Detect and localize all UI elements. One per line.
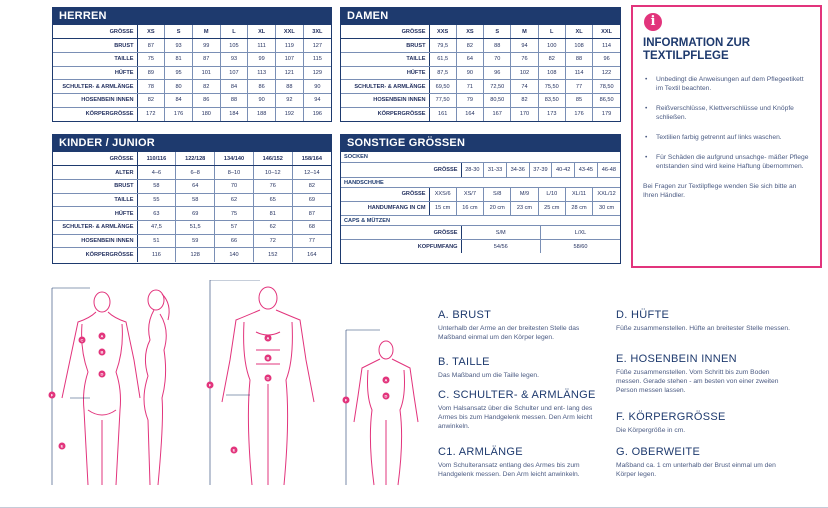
table-cell: 86 <box>248 80 276 94</box>
table-cell: XXS <box>429 25 456 39</box>
table-cell: 6–8 <box>176 166 215 180</box>
measure-D <box>616 309 791 333</box>
table-cell: 96 <box>593 52 620 66</box>
table-cell: 51 <box>137 234 176 248</box>
info-bullet: • Unbedingt die Anweisungen auf dem Pflegeetikett im Textil beachten. <box>645 75 812 93</box>
table-cell: 23 cm <box>511 201 538 215</box>
table-cell: 140 <box>215 248 254 262</box>
row-label: HÜFTE <box>341 66 429 80</box>
row-label: HOSENBEIN INNEN <box>53 93 137 107</box>
table-cell: 63 <box>137 207 176 221</box>
table-cell: XL/11 <box>565 188 592 202</box>
body-figures <box>30 280 430 505</box>
table-cell: 108 <box>538 66 565 80</box>
table-cell: 34-36 <box>506 163 529 177</box>
table-cell: 86 <box>192 93 220 107</box>
table-cell: 88 <box>565 52 592 66</box>
svg-text:A: A <box>266 335 270 341</box>
table-cell: 75 <box>137 52 165 66</box>
table-cell: 164 <box>307 251 317 258</box>
table-cell: 76 <box>511 52 538 66</box>
table-row <box>53 166 331 180</box>
table-cell: 102 <box>511 66 538 80</box>
table-row <box>53 39 331 53</box>
table-cell: XXL <box>593 25 620 39</box>
row-label: KÖRPERGRÖSSE <box>53 107 137 121</box>
table-row <box>53 220 331 234</box>
table-cell: 77 <box>292 234 331 248</box>
measure-F <box>616 411 791 435</box>
row-label: GRÖSSE <box>341 25 429 39</box>
table-cell: L <box>220 25 248 39</box>
table-cell: 10–12 <box>253 166 292 180</box>
damen-title: DAMEN <box>341 8 620 25</box>
table-cell: 80,50 <box>484 93 511 107</box>
row-label: BRUST <box>341 39 429 53</box>
caps-section: CAPS & MÜTZEN <box>341 215 620 226</box>
table-row <box>53 25 331 39</box>
table-row <box>53 80 331 94</box>
svg-text:F: F <box>50 392 54 398</box>
measure-title: C1. ARMLÄNGE <box>438 446 523 458</box>
kinder-grid <box>53 152 331 262</box>
measure-desc: Maßband ca. 1 cm unterhalb der Brust einmal um den Körper legen. <box>616 462 776 478</box>
svg-text:C: C <box>80 337 84 343</box>
table-cell: XS <box>456 25 483 39</box>
table-cell: 83,50 <box>538 93 565 107</box>
measure-title: C. SCHULTER- & ARMLÄNGE <box>438 389 596 401</box>
table-cell: S <box>165 25 193 39</box>
table-cell: 90 <box>303 80 331 94</box>
row-label: SCHULTER- & ARMLÄNGE <box>341 80 429 94</box>
svg-text:B: B <box>266 355 270 361</box>
table-cell: 12–14 <box>292 166 331 180</box>
table-row <box>53 193 331 207</box>
table-cell: 86,50 <box>593 93 620 107</box>
row-label: BRUST <box>53 39 137 53</box>
table-cell: 70 <box>484 52 511 66</box>
info-bullet: • Reißverschlüsse, Klettverschlüsse und Knöpfe schließen. <box>645 104 812 122</box>
table-cell: 58 <box>176 193 215 207</box>
herren-title: HERREN <box>53 8 331 25</box>
table-cell: 54/56 <box>461 240 541 254</box>
measure-desc: Die Körpergröße in cm. <box>616 427 686 434</box>
table-cell: 176 <box>165 107 193 121</box>
table-cell: 30 cm <box>598 205 615 212</box>
handschuhe-hand-label: HANDUMFANG IN CM <box>341 201 429 215</box>
table-cell: 128 <box>176 248 215 262</box>
row-label: KÖRPERGRÖSSE <box>53 248 137 262</box>
table-cell: 107 <box>276 52 304 66</box>
table-cell: 84 <box>165 93 193 107</box>
table-cell: 58 <box>137 179 176 193</box>
table-cell: 47,5 <box>137 220 176 234</box>
row-label: KÖRPERGRÖSSE <box>341 107 429 121</box>
svg-text:B: B <box>100 349 104 355</box>
row-label: SCHULTER- & ARMLÄNGE <box>53 80 137 94</box>
table-cell: 8–10 <box>215 166 254 180</box>
table-cell: 79,5 <box>429 39 456 53</box>
table-cell: 43-45 <box>575 163 598 177</box>
damen-table <box>340 7 621 122</box>
measure-G <box>616 446 791 479</box>
table-cell: 62 <box>253 220 292 234</box>
row-label: GRÖSSE <box>53 152 137 166</box>
table-cell: 62 <box>215 193 254 207</box>
table-cell: 77 <box>565 80 592 94</box>
table-cell: 57 <box>215 220 254 234</box>
svg-text:A: A <box>384 377 388 383</box>
row-label: GRÖSSE <box>53 25 137 39</box>
table-cell: 172 <box>137 107 165 121</box>
table-cell: 107 <box>220 66 248 80</box>
table-cell: 85 <box>565 93 592 107</box>
table-row <box>53 179 331 193</box>
table-cell: 129 <box>303 66 331 80</box>
table-cell: 192 <box>276 107 304 121</box>
table-row <box>341 93 620 107</box>
table-cell: 105 <box>220 39 248 53</box>
table-cell: 40-42 <box>552 163 575 177</box>
row-label: TAILLE <box>341 52 429 66</box>
table-cell: 69 <box>176 207 215 221</box>
info-icon: i <box>644 13 662 31</box>
svg-text:E: E <box>60 443 64 449</box>
measure-desc: Füße zusammenstellen. Vom Schritt bis zum Boden messen. Gerade stehen - am besten von einer zweiten Person messen lassen. <box>616 369 779 394</box>
measure-title: F. KÖRPERGRÖSSE <box>616 411 726 423</box>
table-cell: XXL <box>276 25 304 39</box>
table-cell: 152 <box>253 248 292 262</box>
table-cell: XXS/6 <box>429 188 456 202</box>
table-cell: 68 <box>292 220 331 234</box>
handschuhe-grid <box>341 188 620 215</box>
table-cell: 81 <box>165 52 193 66</box>
kinder-title: KINDER / JUNIOR <box>53 135 331 152</box>
table-cell: 55 <box>137 193 176 207</box>
svg-text:F: F <box>208 382 212 388</box>
table-cell: 15 cm <box>429 201 456 215</box>
table-cell: 16 cm <box>456 201 483 215</box>
row-label: HÜFTE <box>53 207 137 221</box>
table-cell: L/XL <box>541 226 621 240</box>
table-cell: XS/7 <box>456 188 483 202</box>
row-label: TAILLE <box>53 52 137 66</box>
svg-text:D: D <box>100 371 104 377</box>
table-cell: 87 <box>292 207 331 221</box>
table-cell: 72 <box>253 234 292 248</box>
row-label: ALTER <box>53 166 137 180</box>
info-bullet: • Für Schäden die aufgrund unsachge- mäßer Pflege entstanden sind wird keine Haftung übernommen. <box>645 153 812 171</box>
table-cell: 82 <box>456 39 483 53</box>
info-footer: Bei Fragen zur Textilpflege wenden Sie sich bitte an Ihren Händler. <box>643 183 797 199</box>
measure-B <box>438 356 608 380</box>
table-cell: 100 <box>538 39 565 53</box>
table-cell: 111 <box>248 39 276 53</box>
table-cell: 95 <box>165 66 193 80</box>
table-cell: 37-39 <box>529 163 552 177</box>
table-cell: 28-30 <box>461 163 484 177</box>
info-list <box>645 75 812 171</box>
socken-grid <box>341 163 620 177</box>
table-cell: 89 <box>137 66 165 80</box>
measure-title: A. BRUST <box>438 309 492 321</box>
table-cell: 75,50 <box>538 80 565 94</box>
table-cell: 58/60 <box>573 243 588 250</box>
measure-desc: Vom Schulteransatz entlang des Armes bis zum Handgelenk messen. Den Arm leicht anwinkeln. <box>438 462 580 478</box>
herren-table <box>52 7 332 122</box>
body-figures-illustration <box>30 280 430 505</box>
table-cell: 61,5 <box>429 52 456 66</box>
table-cell: 167 <box>484 107 511 121</box>
table-row <box>53 234 331 248</box>
table-cell: 113 <box>248 66 276 80</box>
table-cell: 88 <box>484 39 511 53</box>
table-cell: 114 <box>593 39 620 53</box>
table-cell: 184 <box>220 107 248 121</box>
table-cell: 101 <box>192 66 220 80</box>
damen-grid <box>341 25 620 121</box>
table-cell: 82 <box>538 52 565 66</box>
table-cell: 51,5 <box>176 220 215 234</box>
table-cell: 81 <box>253 207 292 221</box>
table-cell: 158/164 <box>292 152 331 166</box>
table-cell: 25 cm <box>538 201 565 215</box>
table-cell: 119 <box>276 39 304 53</box>
row-label: HOSENBEIN INNEN <box>341 93 429 107</box>
table-row <box>53 207 331 221</box>
table-row <box>53 107 331 121</box>
row-label: HÜFTE <box>53 66 137 80</box>
table-cell: 176 <box>565 107 592 121</box>
table-cell: 20 cm <box>484 201 511 215</box>
table-cell: 99 <box>248 52 276 66</box>
table-cell: 82 <box>192 80 220 94</box>
table-cell: 78 <box>137 80 165 94</box>
table-row <box>53 52 331 66</box>
measure-desc: Füße zusammenstellen. Hüfte an breitester Stelle messen. <box>616 325 790 332</box>
table-cell: 134/140 <box>215 152 254 166</box>
table-cell: 87 <box>192 52 220 66</box>
svg-text:A: A <box>100 333 104 339</box>
table-cell: 78,50 <box>593 80 620 94</box>
table-row <box>53 152 331 166</box>
svg-text:F: F <box>344 397 348 403</box>
sonstige-table <box>340 134 621 264</box>
table-cell: S/M <box>461 226 541 240</box>
table-cell: 93 <box>220 52 248 66</box>
kinder-table <box>52 134 332 264</box>
table-cell: 90 <box>456 66 483 80</box>
table-row <box>341 52 620 66</box>
table-cell: 74 <box>511 80 538 94</box>
caps-grid <box>341 226 620 253</box>
table-cell: 146/152 <box>253 152 292 166</box>
table-cell: 121 <box>276 66 304 80</box>
table-cell: 88 <box>276 80 304 94</box>
table-cell: 94 <box>303 93 331 107</box>
table-cell: 115 <box>303 52 331 66</box>
table-row <box>341 25 620 39</box>
row-label: TAILLE <box>53 193 137 207</box>
table-cell: 196 <box>312 111 323 118</box>
table-cell: XS <box>137 25 165 39</box>
caps-head-label: KOPFUMFANG <box>341 240 461 254</box>
table-cell: 72,50 <box>484 80 511 94</box>
row-label: SCHULTER- & ARMLÄNGE <box>53 220 137 234</box>
table-cell: 164 <box>456 107 483 121</box>
info-panel <box>631 5 822 268</box>
measure-title: E. HOSENBEIN INNEN <box>616 353 737 365</box>
table-cell: 116 <box>137 248 176 262</box>
table-cell: 28 cm <box>565 201 592 215</box>
measure-C1 <box>438 446 608 479</box>
table-row <box>53 93 331 107</box>
table-cell: 127 <box>303 39 331 53</box>
table-cell: 64 <box>456 52 483 66</box>
herren-grid <box>53 25 331 121</box>
measure-desc: Unterhalb der Arme an der breitesten Stelle das Maßband einmal um den Körper legen. <box>438 325 580 341</box>
socken-section: SOCKEN <box>341 152 620 163</box>
measure-A <box>438 309 608 342</box>
table-cell: S/8 <box>484 188 511 202</box>
row-label: HOSENBEIN INNEN <box>53 234 137 248</box>
measure-title: D. HÜFTE <box>616 309 670 321</box>
table-cell: 66 <box>215 234 254 248</box>
handschuhe-size-label: GRÖSSE <box>341 188 429 202</box>
table-cell: 92 <box>276 93 304 107</box>
measure-E <box>616 353 791 395</box>
table-cell: 69,50 <box>429 80 456 94</box>
info-bullet: • Textilien farbig getrennt auf links waschen. <box>645 133 812 142</box>
measure-title: B. TAILLE <box>438 356 490 368</box>
table-cell: 79 <box>456 93 483 107</box>
table-cell: 122 <box>593 66 620 80</box>
table-cell: S <box>484 25 511 39</box>
table-cell: 64 <box>176 179 215 193</box>
table-cell: 173 <box>538 107 565 121</box>
table-cell: 87,5 <box>429 66 456 80</box>
table-row <box>341 66 620 80</box>
table-cell: 70 <box>215 179 254 193</box>
table-cell: 90 <box>248 93 276 107</box>
table-cell: 110/116 <box>137 152 176 166</box>
table-cell: 82 <box>511 93 538 107</box>
table-cell: 75 <box>215 207 254 221</box>
table-cell: 161 <box>429 107 456 121</box>
sonstige-title: SONSTIGE GRÖSSEN <box>341 135 620 152</box>
table-row <box>53 66 331 80</box>
measure-desc: Vom Halsansatz über die Schulter und ent- lang des Armes bis zum Handgelenk messen. Den Arm leicht anwinkeln. <box>438 405 593 430</box>
handschuhe-section: HANDSCHUHE <box>341 177 620 188</box>
table-cell: 77,50 <box>429 93 456 107</box>
table-cell: 180 <box>192 107 220 121</box>
table-cell: XXL/12 <box>593 188 620 202</box>
table-cell: 88 <box>220 93 248 107</box>
table-cell: 122/128 <box>176 152 215 166</box>
table-cell: 114 <box>565 66 592 80</box>
table-row <box>341 80 620 94</box>
measure-C <box>438 389 608 431</box>
table-cell: XL <box>565 25 592 39</box>
table-row <box>341 39 620 53</box>
table-cell: L/10 <box>538 188 565 202</box>
table-cell: 84 <box>220 80 248 94</box>
table-cell: 93 <box>165 39 193 53</box>
table-cell: 96 <box>484 66 511 80</box>
measure-desc: Das Maßband um die Taille legen. <box>438 372 539 379</box>
table-cell: 108 <box>565 39 592 53</box>
svg-text:E: E <box>232 447 236 453</box>
table-cell: 87 <box>137 39 165 53</box>
svg-text:D: D <box>384 393 388 399</box>
table-cell: 188 <box>248 107 276 121</box>
table-cell: 94 <box>511 39 538 53</box>
table-cell: 3XL <box>303 25 331 39</box>
info-title: INFORMATION ZUR TEXTILPFLEGE <box>643 37 751 62</box>
svg-text:D: D <box>266 375 270 381</box>
table-cell: 65 <box>253 193 292 207</box>
table-cell: L <box>538 25 565 39</box>
table-cell: XL <box>248 25 276 39</box>
table-cell: M/9 <box>511 188 538 202</box>
table-cell: 80 <box>165 80 193 94</box>
table-cell: M <box>192 25 220 39</box>
table-cell: 31-33 <box>484 163 507 177</box>
row-label: BRUST <box>53 179 137 193</box>
table-cell: 82 <box>292 179 331 193</box>
caps-size-label: GRÖSSE <box>341 226 461 240</box>
table-cell: 59 <box>176 234 215 248</box>
table-cell: M <box>511 25 538 39</box>
measure-title: G. OBERWEITE <box>616 446 701 458</box>
table-cell: 4–6 <box>137 166 176 180</box>
table-cell: 76 <box>253 179 292 193</box>
table-cell: 69 <box>292 193 331 207</box>
table-row <box>53 248 331 262</box>
table-cell: 46-48 <box>601 166 617 173</box>
table-cell: 179 <box>601 111 612 118</box>
table-cell: 170 <box>511 107 538 121</box>
table-cell: 71 <box>456 80 483 94</box>
table-row <box>341 107 620 121</box>
table-cell: 82 <box>137 93 165 107</box>
table-cell: 99 <box>192 39 220 53</box>
socken-label: GRÖSSE <box>341 163 461 177</box>
